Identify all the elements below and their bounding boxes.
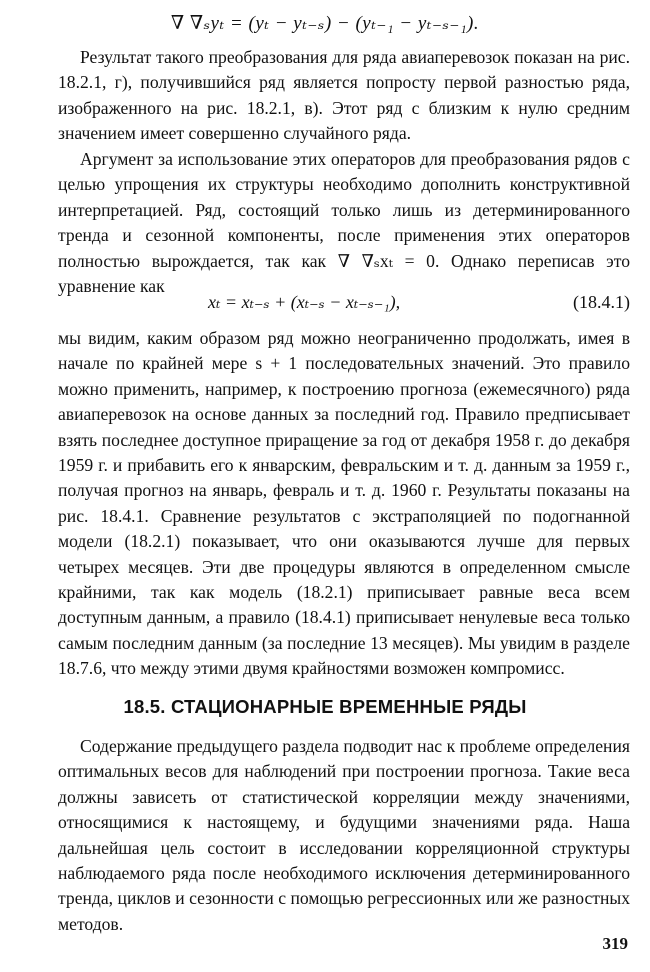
paragraph-4-text: Содержание предыдущего раздела подводит нас к проблеме определения оптимальных весов для наблюдений при построении прогноза. Такие веса должны зависеть от статистической корреляции между значениями, относящимися к настоящему, и будущими значениями ряда. Наша дальнейшая цель состоит в исследовании корреляционной структуры наблюдаемого ряда после необходимого исключения детерминированного тренда, циклов и сезонности с помощью регрессионных или же разностных методов. (58, 736, 630, 934)
page-number: 319 (602, 934, 628, 953)
paragraph-2-text: Аргумент за использование этих операторов для преобразования рядов с целью упрощения их структуры необходимо дополнить конструктивной интерпретацией. Ряд, состоящий только лишь из детерминированного тренда и сезонной компоненты, после применения этих операторов полностью вырождается, так как ∇ ∇ₛxₜ = 0. Однако переписав это уравнение как (58, 149, 630, 297)
equation-mid: xₜ = xₜ₋ₛ + (xₜ₋ₛ − xₜ₋ₛ₋₁), (208, 292, 401, 312)
paragraph-2 (58, 147, 630, 299)
equation-number: (18.4.1) (573, 292, 630, 312)
paragraph-4 (58, 734, 630, 937)
paragraph-3 (58, 326, 630, 682)
paragraph-3-text: мы видим, каким образом ряд можно неограниченно продолжать, имея в начале по крайней мере s + 1 последовательных значений. Это правило можно применить, например, к построению прогноза (ежемесячного) ряда авиаперевозок на основе данных за последний год. Правило предписывает взять последнее доступное приращение за год от декабря 1958 г. до декабря 1959 г. и прибавить его к январским, февральским и т. д. данным за 1959 г., получая прогноз на январь, февраль и т. д. 1960 г. Результаты показаны на рис. 18.4.1. Сравнение результатов с экстраполяцией по подогнанной модели (18.2.1) показывает, что они оказываются лучше для первых четырех месяцев. Эти две процедуры являются в определенном смысле крайними, так как модель (18.2.1) приписывает равные веса всем доступным данным, а правило (18.4.1) приписывает ненулевые веса только самым последним данным (за последние 13 месяцев). Мы увидим в разделе 18.7.6, что между этими двумя крайностями возможен компромисс. (58, 328, 630, 679)
section-heading: 18.5. СТАЦИОНАРНЫЕ ВРЕМЕННЫЕ РЯДЫ (123, 696, 527, 717)
paragraph-1-text: Результат такого преобразования для ряда авиаперевозок показан на рис. 18.2.1, г), получившийся ряд является попросту первой разностью ряда, изображенного на рис. 18.2.1, в). Этот ряд с близким к нулю средним значением имеет совершенно случайного ряда. (58, 47, 630, 144)
equation-18-4-1 (58, 292, 630, 318)
paragraph-1 (58, 45, 630, 147)
equation-top: ∇ ∇ₛyₜ = (yₜ − yₜ₋ₛ) − (yₜ₋₁ − yₜ₋ₛ₋₁). (170, 13, 480, 34)
